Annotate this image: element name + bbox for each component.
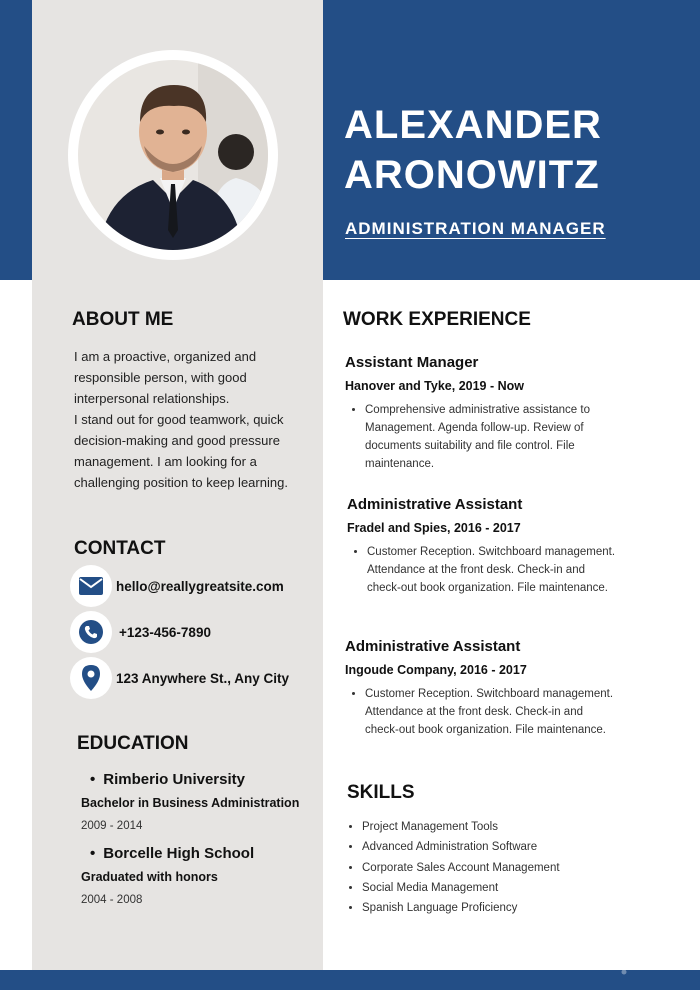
- resume-name: [344, 100, 684, 200]
- job-company: Hanover and Tyke, 2019 - Now: [345, 379, 524, 393]
- job-description-list: [345, 685, 615, 739]
- education-detail: Bachelor in Business Administration: [81, 796, 300, 810]
- skill-item: • Social Media Management: [362, 878, 560, 898]
- job-role: Administrative Assistant: [347, 496, 523, 513]
- about-text: [74, 346, 314, 493]
- job-role: Administrative Assistant: [345, 638, 521, 655]
- skill-item: • Project Management Tools: [362, 817, 560, 837]
- job-entry: [345, 354, 675, 473]
- contact-address-row: [70, 657, 289, 699]
- education-school: • Rimberio University: [90, 771, 245, 788]
- job-company: Fradel and Spies, 2016 - 2017: [347, 521, 521, 535]
- watermark-logo: [528, 945, 678, 975]
- contact-email-row: [70, 565, 284, 607]
- job-description-list: [345, 401, 615, 473]
- job-description: • Customer Reception. Switchboard management. Attendance at the front desk. Check-in and check-out book organization. File maintenance.: [367, 543, 617, 597]
- job-title: ADMINISTRATION MANAGER: [345, 219, 606, 238]
- education-school: • Borcelle High School: [90, 845, 254, 862]
- skill-item: • Corporate Sales Account Management: [362, 858, 560, 878]
- name-first: ALEXANDER: [344, 103, 602, 147]
- profile-photo: [68, 50, 278, 260]
- job-description: • Customer Reception. Switchboard management. Attendance at the front desk. Check-in and check-out book organization. File maintenance.: [365, 685, 615, 739]
- job-entry: [347, 496, 677, 597]
- education-years: 2009 - 2014: [81, 820, 143, 832]
- skills-heading: SKILLS: [347, 782, 415, 803]
- email-icon: [70, 565, 112, 607]
- about-paragraph-2: I stand out for good teamwork, quick decision-making and good pressure management. I am looking for a challenging position to keep learning.: [74, 412, 288, 490]
- profile-portrait-illustration: [78, 60, 268, 250]
- education-heading: EDUCATION: [77, 733, 189, 754]
- education-detail: Graduated with honors: [81, 870, 218, 884]
- work-heading: WORK EXPERIENCE: [343, 309, 531, 330]
- job-description-list: [347, 543, 617, 597]
- skill-item: • Spanish Language Proficiency: [362, 898, 560, 918]
- job-role: Assistant Manager: [345, 354, 479, 371]
- job-description: • Comprehensive administrative assistance to Management. Agenda follow-up. Review of documents suitability and file control. File maintenance.: [365, 401, 615, 473]
- contact-email[interactable]: hello@reallygreatsite.com: [116, 578, 284, 594]
- about-paragraph-1: I am a proactive, organized and responsible person, with good interpersonal relationships.: [74, 349, 257, 406]
- phone-icon: [70, 611, 112, 653]
- about-heading: ABOUT ME: [72, 309, 174, 330]
- contact-heading: CONTACT: [74, 538, 166, 559]
- skills-list: [345, 817, 560, 918]
- contact-phone-row: [70, 611, 211, 653]
- skill-item: • Advanced Administration Software: [362, 837, 560, 857]
- job-entry: [345, 638, 675, 739]
- contact-phone[interactable]: +123-456-7890: [119, 624, 211, 640]
- education-years: 2004 - 2008: [81, 894, 143, 906]
- job-company: Ingoude Company, 2016 - 2017: [345, 663, 527, 677]
- name-last: ARONOWITZ: [344, 153, 600, 197]
- contact-address: 123 Anywhere St., Any City: [116, 670, 290, 686]
- location-pin-icon: [70, 657, 112, 699]
